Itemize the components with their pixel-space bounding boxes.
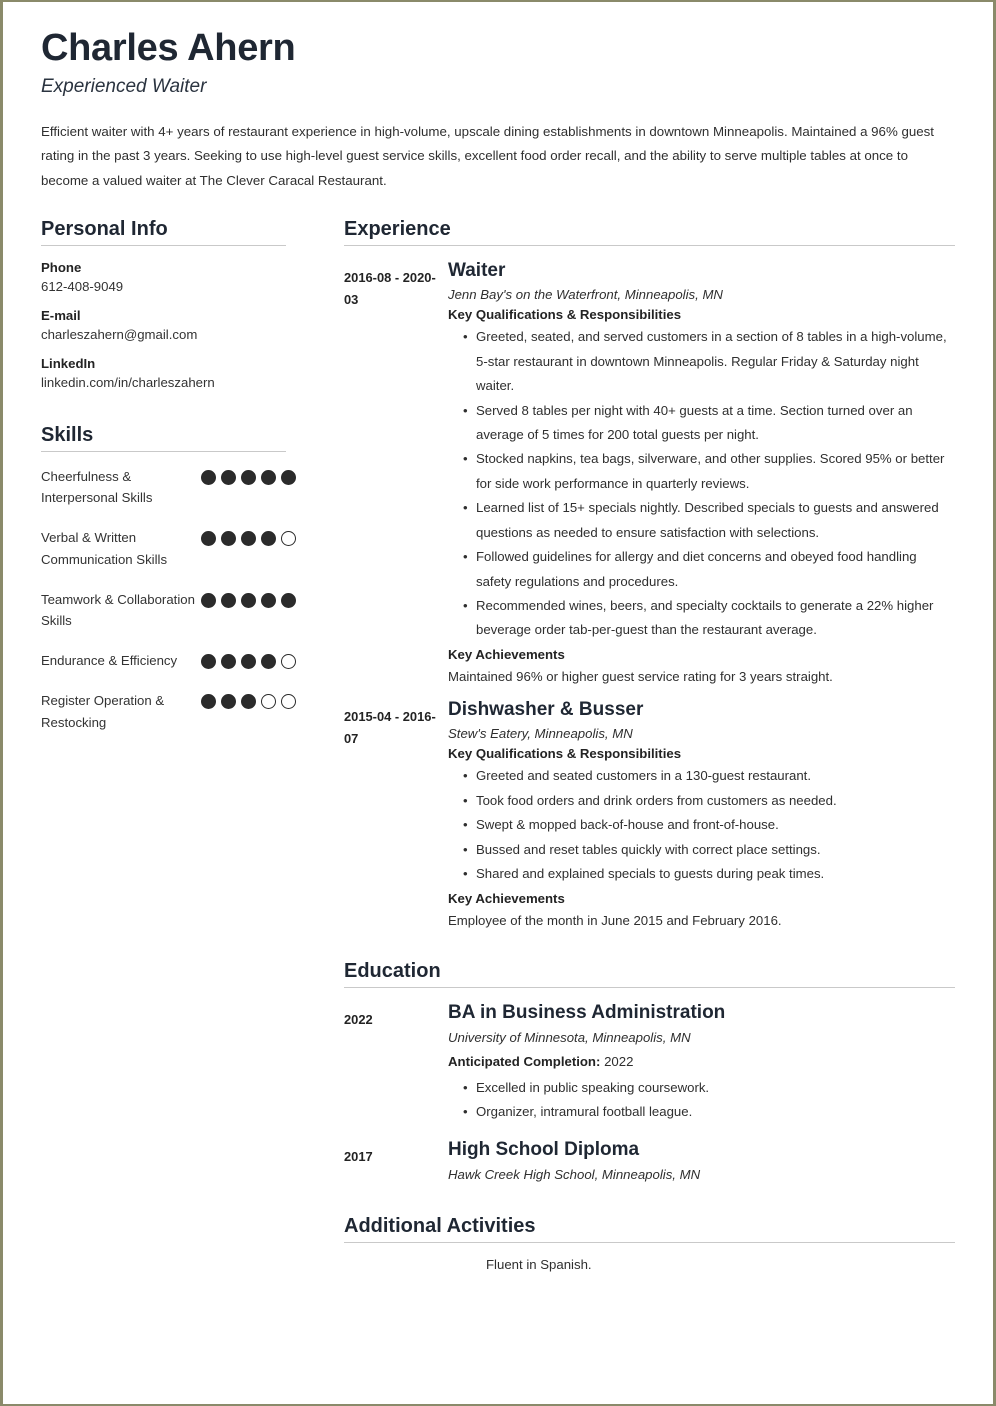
rating-dot-filled	[221, 470, 236, 485]
rating-dot-filled	[201, 593, 216, 608]
list-item: • Organizer, intramural football league.	[463, 1100, 955, 1124]
education-bullets	[448, 1076, 955, 1125]
rating-dot-filled	[261, 531, 276, 546]
skill-rating-dots	[201, 690, 296, 709]
education-detail-label: Anticipated Completion:	[448, 1054, 601, 1070]
divider-experience	[344, 245, 955, 246]
skill-row	[41, 589, 286, 633]
qualifications-label: Key Qualifications & Responsibilities	[448, 746, 682, 762]
job-title: Experienced Waiter	[41, 75, 207, 97]
skill-row	[41, 527, 286, 571]
rating-dot-filled	[201, 470, 216, 485]
list-item: • Swept & mopped back-of-house and front-of-house.	[463, 813, 955, 837]
skill-name: Register Operation & Restocking	[41, 693, 165, 730]
list-item: • Greeted and seated customers in a 130-guest restaurant.	[463, 764, 955, 788]
skill-name: Teamwork & Collaboration Skills	[41, 591, 195, 629]
summary-paragraph: Efficient waiter with 4+ years of restaurant experience in high-volume, upscale dining establishments in downtown Minneapolis. Maintained a 96% guest rating in the past 3 years. Seeking to use high-level guest service skills, excellent food order recall, and the ability to serve multiple tables at once to become a valued waiter at The Clever Caracal Restaurant.	[41, 123, 934, 188]
rating-dot-filled	[221, 531, 236, 546]
divider-personal-info	[41, 245, 286, 246]
achievements-text: Maintained 96% or higher guest service rating for 3 years straight.	[448, 668, 833, 684]
additional-activities-text: Fluent in Spanish.	[486, 1256, 592, 1272]
entry-organization: Stew's Eatery, Minneapolis, MN	[448, 726, 633, 742]
list-item: • Excelled in public speaking coursework.	[463, 1076, 955, 1100]
linkedin-label: LinkedIn	[41, 355, 96, 371]
skill-rating-dots	[201, 650, 296, 669]
skill-name: Cheerfulness & Interpersonal Skills	[41, 468, 153, 506]
entry-body	[448, 1002, 955, 1136]
entry-organization: Jenn Bay's on the Waterfront, Minneapolis, MN	[448, 287, 723, 303]
body-columns	[41, 218, 955, 1272]
skill-name: Verbal & Written Communication Skills	[41, 530, 168, 567]
divider-education	[344, 987, 955, 988]
entry-organization: Hawk Creek High School, Minneapolis, MN	[448, 1166, 701, 1182]
rating-dot-filled	[281, 593, 296, 608]
section-heading-personal-info: Personal Info	[41, 217, 168, 240]
rating-dot-filled	[221, 593, 236, 608]
list-item: • Served 8 tables per night with 40+ guests at a time. Section turned over an average of 5 times for 200 total guests per night.	[463, 399, 955, 448]
entry-title: Waiter	[448, 259, 506, 281]
rating-dot-filled	[201, 531, 216, 546]
section-heading-additional-activities: Additional Activities	[344, 1214, 536, 1237]
education-detail-value: 2022	[604, 1054, 634, 1070]
skill-row	[41, 466, 286, 510]
divider-skills	[41, 451, 286, 452]
rating-dot-empty	[261, 694, 276, 709]
education-detail	[448, 1050, 955, 1074]
left-column	[41, 218, 306, 752]
qualifications-list	[448, 764, 955, 886]
divider-additional-activities	[344, 1242, 955, 1243]
entry-date: 2022	[344, 1012, 373, 1028]
skill-rating-dots	[201, 589, 296, 608]
education-entry	[344, 1139, 955, 1195]
achievements-text: Employee of the month in June 2015 and February 2016.	[448, 912, 782, 928]
rating-dot-filled	[261, 470, 276, 485]
entry-body	[448, 260, 955, 697]
entry-date: 2016-08 - 2020-03	[344, 269, 436, 308]
entry-organization: University of Minnesota, Minneapolis, MN	[448, 1030, 691, 1046]
list-item: • Stocked napkins, tea bags, silverware, and other supplies. Scored 95% or better for side work performance in quarterly reviews.	[463, 447, 955, 496]
rating-dot-filled	[241, 470, 256, 485]
right-column	[306, 218, 955, 1272]
experience-entry	[344, 260, 955, 697]
experience-entry	[344, 699, 955, 941]
rating-dot-filled	[241, 694, 256, 709]
skill-rating-dots	[201, 466, 296, 485]
personal-info-item-linkedin	[41, 356, 286, 390]
achievements-label: Key Achievements	[448, 890, 565, 906]
list-item: • Greeted, seated, and served customers in a section of 8 tables in a high-volume, 5-star restaurant in downtown Minneapolis. Regular Friday & Saturday night waiter.	[463, 325, 955, 398]
section-heading-education: Education	[344, 960, 441, 983]
email-label: E-mail	[41, 307, 81, 323]
rating-dot-filled	[201, 654, 216, 669]
entry-title: High School Diploma	[448, 1138, 640, 1160]
list-item: • Bussed and reset tables quickly with correct place settings.	[463, 838, 955, 862]
rating-dot-filled	[221, 654, 236, 669]
rating-dot-filled	[261, 654, 276, 669]
personal-info-item-email	[41, 308, 286, 342]
list-item: • Shared and explained specials to guests during peak times.	[463, 862, 955, 886]
list-item: • Learned list of 15+ specials nightly. Described specials to guests and answered questions as needed to ensure satisfaction with selections.	[463, 496, 955, 545]
rating-dot-filled	[281, 470, 296, 485]
entry-title: Dishwasher & Busser	[448, 698, 644, 720]
phone-label: Phone	[41, 259, 82, 275]
linkedin-value: linkedin.com/in/charleszahern	[41, 374, 215, 390]
page-title: Charles Ahern	[41, 27, 296, 69]
list-item: • Recommended wines, beers, and specialty cocktails to generate a 22% higher beverage order tab-per-guest than the restaurant average.	[463, 594, 955, 643]
achievements-label: Key Achievements	[448, 646, 565, 662]
rating-dot-filled	[201, 694, 216, 709]
qualifications-label: Key Qualifications & Responsibilities	[448, 307, 682, 323]
entry-date: 2017	[344, 1148, 373, 1164]
education-entry	[344, 1002, 955, 1136]
phone-value: 612-408-9049	[41, 278, 124, 294]
rating-dot-filled	[241, 654, 256, 669]
skills-list	[41, 466, 286, 734]
section-heading-experience: Experience	[344, 217, 451, 240]
list-item: • Followed guidelines for allergy and diet concerns and obeyed food handling safety regulations and procedures.	[463, 545, 955, 594]
rating-dot-filled	[221, 694, 236, 709]
list-item: • Took food orders and drink orders from customers as needed.	[463, 789, 955, 813]
skill-row	[41, 690, 286, 734]
section-heading-skills: Skills	[41, 423, 94, 446]
entry-body	[448, 699, 955, 941]
skill-row	[41, 650, 286, 672]
qualifications-list	[448, 325, 955, 642]
entry-title: BA in Business Administration	[448, 1002, 726, 1024]
rating-dot-empty	[281, 531, 296, 546]
email-value: charleszahern@gmail.com	[41, 326, 198, 342]
rating-dot-filled	[261, 593, 276, 608]
rating-dot-empty	[281, 694, 296, 709]
rating-dot-filled	[241, 593, 256, 608]
entry-body	[448, 1139, 955, 1195]
rating-dot-empty	[281, 654, 296, 669]
rating-dot-filled	[241, 531, 256, 546]
entry-date: 2015-04 - 2016-07	[344, 708, 436, 747]
skill-rating-dots	[201, 527, 296, 546]
personal-info-item-phone	[41, 260, 286, 294]
skill-name: Endurance & Efficiency	[41, 653, 178, 669]
